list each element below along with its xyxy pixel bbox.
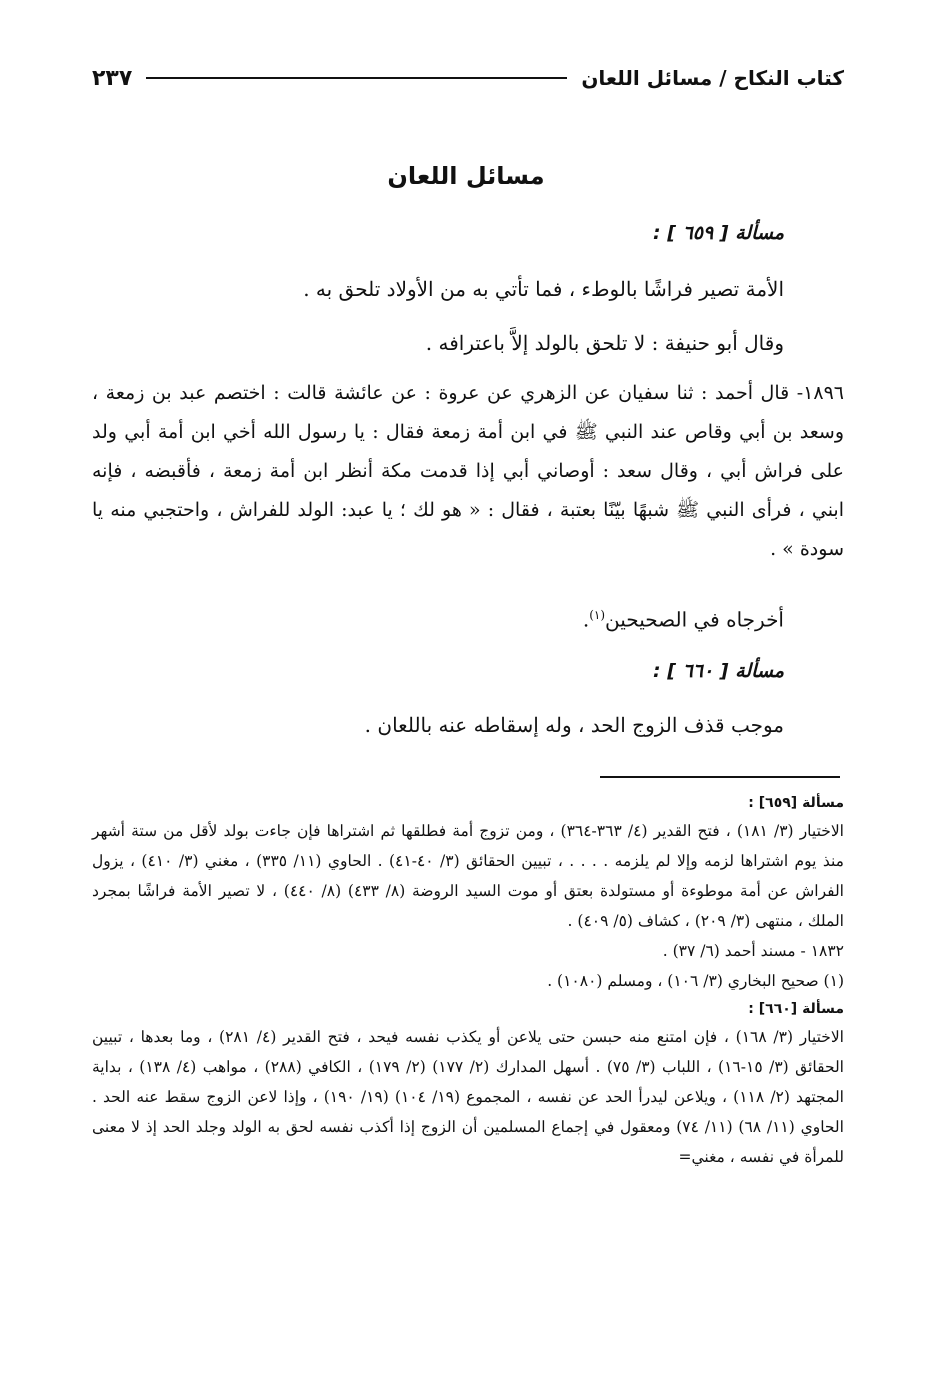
running-title: كتاب النكاح / مسائل اللعان xyxy=(581,66,844,90)
takhrij-block xyxy=(92,596,844,639)
footnote-1832: ١٨٣٢ - مسند أحمد (٦/ ٣٧) . xyxy=(662,942,844,960)
footnotes xyxy=(92,790,844,1172)
abu-hanifa-opinion: وقال أبو حنيفة : لا تلحق بالولد إلاَّ باعترافه . xyxy=(425,331,784,355)
issue-660-heading: مسألة [ ٦٦٠ ] : xyxy=(653,660,784,682)
footnote-ref-1: (١) xyxy=(589,608,606,622)
issue-659-heading: مسألة [ ٦٥٩ ] : xyxy=(653,222,784,244)
page-number: ٢٣٧ xyxy=(92,65,133,91)
issue-660-heading-block xyxy=(92,660,844,682)
footnote-659-text: الاختيار (٣/ ١٨١) ، فتح القدير (٤/ ٣٦٣-٣٦٤) ، ومن تزوج أمة فطلقها ثم اشتراها فإن جاءت بولد لأقل من ستة أشهر منذ يوم اشتراها لزمه وإلا لم يلزمه . . . . ، تبيين الحقائق (٣/ ٤٠-٤١) . الحاوي (١١/ ٣٣٥) ، مغني (٣/ ٤١٠) ، يزول الفراش عن أمة موطوءة أو مستولدة بعتق أو موت السيد الروضة (٨/ ٤٣٣) (٨/ ٤٤٠) ، لا تصير الأمة فراشًا بمجرد الملك ، منتهى (٣/ ٢٠٩) ، كشاف (٥/ ٤٠٩) . xyxy=(92,822,844,930)
takhrij-text: أخرجاه في الصحيحين xyxy=(605,607,784,632)
running-header xyxy=(92,58,844,98)
issue-660-statement: موجب قذف الزوج الحد ، وله إسقاطه عنه باللعان . xyxy=(364,713,784,737)
hadith-block xyxy=(92,374,844,569)
footnote-separator xyxy=(600,776,840,778)
takhrij-end: . xyxy=(582,607,590,632)
footnote-660-heading: مسألة [٦٦٠] : xyxy=(748,1001,844,1017)
footnote-1: (١) صحيح البخاري (٣/ ١٠٦) ، ومسلم (١٠٨٠) . xyxy=(547,972,844,990)
takhrij-line xyxy=(92,596,844,639)
footnote-660-text: الاختيار (٣/ ١٦٨) ، فإن امتنع منه حبسن حتى يلاعن أو يكذب نفسه فيحد ، فتح القدير (٤/ ٢٨١) ، وما بعدها ، تبيين الحقائق (٣/ ١٥-١٦) ، اللباب (٣/ ٧٥) . أسهل المدارك (٢/ ١٧٧) (٢/ ١٧٩) ، الكافي (٢٨٨) ، مواهب (٤/ ١٣٨) ، بداية المجتهد (٢/ ١١٨) ، ويلاعن ليدرأ الحد عن نفسه ، المجموع (١٩/ ١٠٤) (١٩/ ١٩٠) ، وإذا لاعن الزوج سقط عنه الحد . الحاوي (١١/ ٦٨) (١١/ ٧٤) ومعقول في إجماع المسلمين أن الزوج إذا أكذب نفسه لحق به الولد وجلد الحد إذ لا معنى للمرأة في نفسه ، مغني= xyxy=(92,1028,844,1166)
issue-659-statement-block xyxy=(92,270,844,308)
chapter-title: مسائل اللعان xyxy=(387,162,545,190)
abu-hanifa-block xyxy=(92,324,844,362)
issue-659-heading-block xyxy=(92,222,844,244)
issue-660-statement-block xyxy=(92,706,844,744)
hadith-1896: ١٨٩٦- قال أحمد : ثنا سفيان عن الزهري عن عروة : عن عائشة قالت : اختصم عبد بن زمعة ، وسعد بن أبي وقاص عند النبي ﷺ في ابن أمة زمعة فقال : يا رسول الله أخي ابن أمة أبي ولد على فراش أبي ، وقال سعد : أوصاني أبي إذا قدمت مكة أنظر ابن أمة زمعة ، فأقبضه ، فإنه ابني ، فرأى النبي ﷺ شبهًا بيّنًا بعتبة ، فقال : « هو لك ؛ يا عبد: الولد للفراش ، واحتجبي منه يا سودة » . xyxy=(92,382,844,560)
footnote-659-heading: مسألة [٦٥٩] : xyxy=(748,795,844,811)
header-rule xyxy=(146,77,567,79)
issue-659-statement: الأمة تصير فراشًا بالوطء ، فما تأتي به من الأولاد تلحق به . xyxy=(303,277,784,301)
